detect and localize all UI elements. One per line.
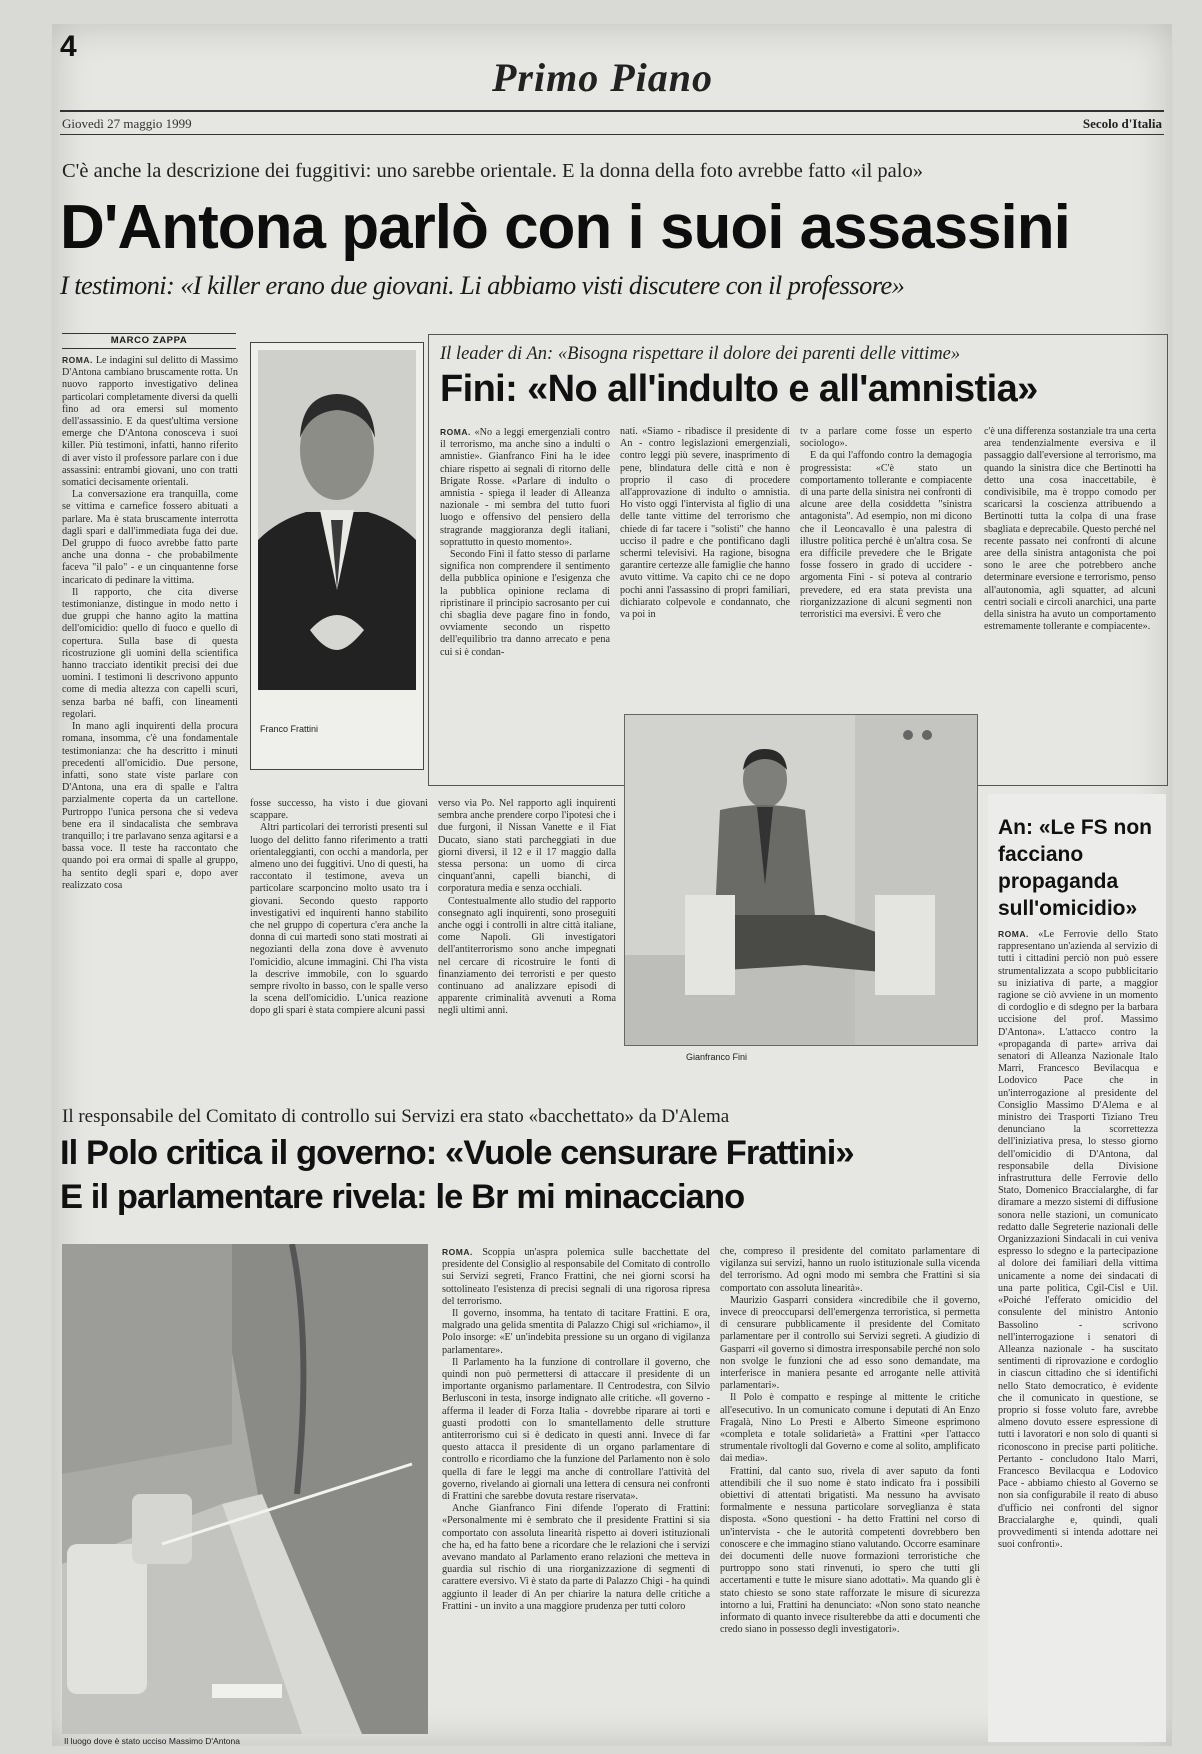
text-block: In mano agli inquirenti della procura romana, insomma, c'è una fondamentale testimonianza: che ha descritto i minuti precedenti all'omicidio. Due persone, infatti, sono state viste parlare con D'Antona, una era di spalle e l'altra parzialmente coperta da un cartellone. Purtroppo l'unica persona che si vedeva bene era il sindacalista che sembrava tranquillo; i tre parlavano senza agitarsi e a bassa voce. Il teste ha raccontato che quando poi era ormai di spalle al gruppo, ha sentito degli spari e, dopo aver realizzato cosa: [62, 721, 238, 891]
text-block: Il Parlamento ha la funzione di controllare il governo, che quindi non può permettersi di attaccare il presidente di un importante organismo parlamentare. Il Centrodestra, con Silvio Berlusconi in testa, insorge indignato alle critiche. «Il governo - afferma il leader di Forza Italia - dovrebbe riparare ai torti e guasti prodotti con lo smantellamento delle strutture antiterrorismo cui si è dedicato in questi anni. Invece di far questo attacca il presidente di un organo parlamentare di controllo e ricordiamo che la funzione del Parlamento non è solo quella di fare le leggi ma anche di controllare l'attività del governo, rivelando ai giornali una lettera di censura nei confronti di Frattini che sarebbe dovuta restare riservata».: [442, 1356, 710, 1503]
frattini-photo: [258, 350, 416, 690]
fini-photo-image: [625, 715, 977, 1045]
frattini-photo-caption: Franco Frattini: [260, 724, 319, 734]
main-article-col2: [250, 798, 428, 1100]
dateline: ROMA.: [62, 355, 93, 365]
byline: MARCO ZAPPA: [110, 335, 188, 346]
dateline: ROMA.: [998, 929, 1029, 939]
header-rule-bottom: [60, 134, 1164, 135]
polo-col1: [442, 1246, 710, 1740]
polo-col2: [720, 1246, 980, 1740]
text-block: fosse successo, ha visto i due giovani scappare.: [250, 798, 428, 822]
main-article-col1: [62, 354, 238, 1100]
main-kicker: C'è anche la descrizione dei fuggitivi: uno sarebbe orientale. E la donna della foto avrebbe fatto «il palo»: [62, 160, 923, 182]
polo-headline-line2: E il parlamentare rivela: le Br mi minacciano: [60, 1178, 745, 1216]
side-headline: An: «Le FS non facciano propaganda sull'omicidio»: [998, 816, 1152, 920]
text-block: Maurizio Gasparri considera «incredibile che il governo, invece di preoccuparsi dell'emergenza terroristica, si permetta di censurare pubblicamente il presidente del Comitato parlamentare per il controllo sui Servizi segreti. A giudizio di Gasparri «il governo si dimostra irresponsabile perché non solo non svolge le funzioni che ad esso sono demandate, ma interferisce in maniera pesante ed arrogante nelle attività parlamentari».: [720, 1294, 980, 1392]
text-block: Frattini, dal canto suo, rivela di aver saputo da fonti attendibili che il suo nome è stato indicato fra i possibili obiettivi di attentati brigatisti. Ma nessuno ha avvisato formalmente e nessuna particolare sorveglianza è stata disposta. «Sono questioni - ha detto Frattini nel corso di un'intervista - che le autorità competenti dovrebbero ben conoscere e che immagino stiano valutando. Occorre esaminare dei documenti delle nuove formazioni terroristiche che purtroppo sono stati rinvenuti, io spero che tutti gli accertamenti e tutte le misure siano adottati». Ma quando gli è stato chiesto se sono state rafforzate le misure di sicurezza intorno a lui, Frattini ha denunciato: «Non sono stato neanche informato di quanto invece risulterebbe da atti e documenti che credo siano in possesso degli investigatori».: [720, 1465, 980, 1636]
crime-scene-photo: [62, 1244, 428, 1734]
dateline: ROMA.: [442, 1247, 473, 1257]
fini-photo-caption: Gianfranco Fini: [686, 1052, 748, 1062]
section-title-text: Primo Piano: [492, 55, 714, 100]
text-block: Contestualmente allo studio del rapporto consegnato agli inquirenti, sono proseguiti anche oggi i controlli in altre città italiane, come Napoli. Gli investigatori dell'antiterrorismo sono anche impegnati nel cercare di ricostruire le fonti di finanziamento dei terroristi e per questo continuano ad analizzare episodi di apparente criminalità avvenuti a Roma negli ultimi anni.: [438, 895, 616, 1017]
text-block: Altri particolari dei terroristi presenti sul luogo del delitto fanno riferimento a tratti orientaleggianti, con occhi a mandorla, per almeno uno dei fuggitivi. Uno di questi, ha raccontato il testimone, aveva un particolare scarponcino molto usato tra i giovani. Secondo questo rapporto investigativi ed inquirenti hanno stabilito che nel gruppo di copertura c'era anche la donna di cui martedì sono stati mostrati ai negozianti della zona dove è avvenuto l'omicidio, alcune immagini. Chi l'ha vista la descrive immobile, con lo sguardo sempre rivolto in basso, con le spalle verso la scena dell'omicidio. L'unica reazione dopo gli spari è stata compiere alcuni passi: [250, 822, 428, 1017]
fini-col1: [440, 426, 610, 766]
text-block: verso via Po. Nel rapporto agli inquirenti sembra anche prendere corpo l'ipotesi che i due furgoni, il Nissan Vanette e il Fiat Ducato, siano stati parcheggiati in due giorni diversi, il 12 e il 17 maggio dalla stessa persona: un uomo di circa cinquant'anni, capelli bianchi, di corporatura media e senza occhiali.: [438, 798, 616, 895]
fini-headline: Fini: «No all'indulto e all'amnistia»: [440, 368, 1038, 410]
text-block: La conversazione era tranquilla, come se vittima e carnefice fossero abituati a parlare. Ma è stata bruscamente interrotta dagli spari e dall'immediata fuga dei due. Del gruppo di fuoco avrebbe fatto parte anche una donna - che probabilmente faceva "il palo" - e un cinquantenne forse incaricato di pedinare la vittima.: [62, 489, 238, 586]
text-block: E da qui l'affondo contro la demagogia progressista: «C'è stato un comportamento tollerante e compiacente di una parte della sinistra nei confronti di alcune aree della cosiddetta "sinistra antagonista". Ad esempio, non mi dicono che il Leoncavallo è una palestra di illustre politica perché è un'altra cosa. Se era difficile prevedere che le Brigate fosse fossero in grado di uccidere - argomenta Fini - si poteva al contrario prevedere, ed era stata prevista una riorganizzazione di alcuni segmenti non terroristici ma eversivi. È vero che: [800, 450, 972, 621]
main-article-col3: [438, 798, 616, 1100]
text-block: Il rapporto, che cita diverse testimonianze, distingue in modo netto i due gruppi che hanno agito la mattina dell'omicidio: quello di fuoco e quello di copertura. Sulla base di questa ricostruzione gli uomini della scientifica hanno tracciato identikit precisi dei due uomini. I testimoni li descrivono appunto come di media altezza con capelli scuri, senza barba né baffi, con lineamenti regolari.: [62, 586, 238, 720]
main-headline: D'Antona parlò con i suoi assassini: [60, 193, 1070, 262]
text-block: Scoppia un'aspra polemica sulle bacchettate del presidente del Consiglio al responsabile del Comitato di controllo sui Servizi segreti, Franco Frattini, che nei giorni scorsi ha sottolineato l'esistenza di precisi segnali di una rigorosa ripresa del terrorismo.: [442, 1247, 710, 1307]
text-block: «Le Ferrovie dello Stato rappresentano un'azienda al servizio di tutti i cittadini perciò non può essere strumentalizzata a scopo pubblicitario su iniziativa di parte, a maggior ragione se ciò avviene in un momento di cordoglio e di sdegno per la barbara uccisione del prof. Massimo D'Antona». L'attacco contro la «propaganda di parte» arriva dai senatori di Alleanza Nazionale Italo Marri, Francesco Bevilacqua e Lodovico Pace che in un'interrogazione al presidente del Consiglio Massimo D'Alema e al ministro dei Trasporti Tiziano Treu denunciano la scorrettezza dell'iniziativa presa, lo stesso giorno dell'omicidio di D'Antona, dal responsabile della Divisione infrastruttura delle Ferrovie dello Stato, Domenico Braccialarghe, di far diramare a mezzo sistemi di diffusione sonora nelle stazioni, un comunicato redatto dalle Segreterie nazionali delle Organizzazioni Sindacali in cui veniva espresso lo sdegno e la partecipazione al dolore dei familiari della vittima unicamente a nome dei sindacati di una parte politica, Cgil-Cisl e Uil. «Poiché l'efferato omicidio del consulente del ministro Antonio Bassolino - scrivono nell'interrogazione i senatori di Alleanza nazionale - ha suscitato sentimenti di riprovazione e cordoglio in ciascun cittadino che si identifichi nello Stato democratico, è evidente che il comunicato in questione, se proprio si fosse voluto fare, avrebbe almeno dovuto essere espressione di tutti i lavoratori e non solo di quanti si riconoscono in precise parti politiche. Pertanto - concludono Italo Marri, Francesco Bevilacqua e Lodovico Pace - abbiamo chiesto al Governo se non sia configurabile il reato di abuso d'ufficio nei confronti del signor Braccialarghe e, quindi, quali provvedimenti si intenda adottare nei suoi confronti».: [998, 929, 1158, 1551]
text-block: Le indagini sul delitto di Massimo D'Antona cambiano bruscamente rotta. Un nuovo rapporto investigativo delinea particolari completamente diversi da quelli fino ad ora emersi sul momento dell'assassinio. E da quest'ultima versione emerge che D'Antona conosceva i suoi killer. Più testimoni, infatti, hanno riferito di aver visto il professore parlare con i due assassini: entrambi giovani, uno con tratti somatici decisamente orientali.: [62, 355, 238, 489]
dateline: ROMA.: [440, 427, 471, 437]
frattini-portrait-image: [258, 350, 416, 690]
page-number: 4: [60, 30, 77, 63]
header-rule-top: [60, 110, 1164, 112]
text-block: Secondo Fini il fatto stesso di parlarne significa non comprendere il sentimento della pubblica opinione e l'esigenza che la pubblica opinione reclama di ripristinare il principio sacrosanto per cui chi sbaglia deve pagare fino in fondo, ovviamente secondo un rispetto dell'equilibrio tra danno arrecato e pena cui si è condan-: [440, 549, 610, 658]
newspaper-page: [52, 24, 1172, 1746]
crime-scene-caption: Il luogo dove è stato ucciso Massimo D'Antona: [64, 1736, 240, 1746]
polo-kicker: Il responsabile del Comitato di controllo sui Servizi era stato «bacchettato» da D'Alema: [62, 1106, 730, 1127]
fini-col2: [620, 426, 790, 716]
section-title: [492, 54, 792, 104]
text-block: Anche Gianfranco Fini difende l'operato di Frattini: «Personalmente mi è sembrato che il presidente Frattini si sia comportato con assoluta linearità rispetto ai doveri istituzionali che ha, ed ha fatto bene a ricordare che le relazioni che i servizi avevano mandato al Parlamento erano relazioni che metteva in guardia sul rischio di una riorganizzazione di segmenti di carattere eversivo. Vi è stato da parte di Palazzo Chigi - ha quindi aggiunto il leader di An per chiarire la natura delle critiche a Frattini - un invito a una maggiore prudenza per tutti coloro: [442, 1503, 710, 1612]
text-block: «No a leggi emergenziali contro il terrorismo, ma anche sino a indulti o amnistie». Gianfranco Fini ha le idee chiare rispetto ai segnali di ritorno delle Brigate Rosse. «Parlare di indulto o amnistia - spiega il leader di Alleanza nazionale - mi sembra del tutto fuori luogo e offensivo del pensiero della stragrande maggioranza degli italiani, soprattutto in questo momento».: [440, 427, 610, 548]
fini-col3: [800, 426, 972, 716]
crime-scene-image: [62, 1244, 428, 1734]
text-block: Il Polo è compatto e respinge al mittente le critiche all'esecutivo. In un comunicato comune i deputati di An Enzo Fragalà, Nino Lo Presti e Alberto Simeone esprimono «completa e totale solidarietà» a Frattini «per l'attacco strumentale rivoltogli dal Governo e come al solito, amplificato dai media».: [720, 1392, 980, 1465]
text-block: tv a parlare come fosse un esperto sociologo».: [800, 426, 972, 450]
fini-photo: [624, 714, 978, 1046]
text-block: c'è una differenza sostanziale tra una certa area tendenzialmente eversiva e il passaggio dall'eversione al terrorismo, ma quando la sinistra dice che Bertinotti ha detto una cosa inaccettabile, è condivisibile, ma è troppo comodo per scaricarsi la coscienza attribuendo a Bertinotti tutta la colpa di una frase sbagliata e deprecabile. Questo perché nel recente passato nei confronti di alcune aree della sinistra antagonista che poi sono le aree che potrebbero anche determinare eversione e terrorismo, penso all'autonomia, agli squatter, ad alcuni centri sociali e circoli anarchici, una parte della sinistra ha avuto un comportamento estremamente tollerante e compiacente».: [984, 426, 1156, 633]
fini-col4: [984, 426, 1156, 776]
side-article-body: [998, 928, 1158, 1738]
polo-headline-line1: Il Polo critica il governo: «Vuole censurare Frattini»: [60, 1134, 854, 1172]
text-block: che, compreso il presidente del comitato parlamentare di vigilanza sui servizi, hanno un ruolo istituzionale sulla vicenda del terrorismo. Ad ogni modo mi sembra che Frattini si sia comportato con assoluta linearità».: [720, 1246, 980, 1294]
byline-rule-bottom: [62, 348, 236, 349]
text-block: Il governo, insomma, ha tentato di tacitare Frattini. E ora, malgrado una gelida smentita di Palazzo Chigi sul «richiamo», il Polo insorge: «E' un'indebita pressione su un organo di vigilanza parlamentare».: [442, 1308, 710, 1356]
newspaper-name: Secolo d'Italia: [1082, 116, 1162, 131]
fini-kicker: Il leader di An: «Bisogna rispettare il dolore dei parenti delle vittime»: [440, 344, 961, 364]
text-block: nati. «Siamo - ribadisce il presidente di An - contro legislazioni emergenziali, contro leggi più severe, inasprimento di pene, blindatura delle città e non è proprio il caso di procedere all'approvazione di indulto o amnistia. Ho visto oggi l'intervista al figlio di una delle tante vittime del terrorismo che chiede di far tacere i "solisti" che hanno ucciso il padre e che pontificano dagli schermi televisivi. Ha ragione, bisogna garantire certezze alle famiglie che hanno avuto vittime. Va capito chi ce ne dopo pochi anni l'assassino di propri familiari, dichiarato colpevole e condannato, che va poi in: [620, 426, 790, 621]
issue-date: Giovedì 27 maggio 1999: [62, 116, 192, 131]
byline-rule-top: [62, 333, 236, 334]
main-subheadline: I testimoni: «I killer erano due giovani. Li abbiamo visti discutere con il professore»: [60, 270, 905, 300]
